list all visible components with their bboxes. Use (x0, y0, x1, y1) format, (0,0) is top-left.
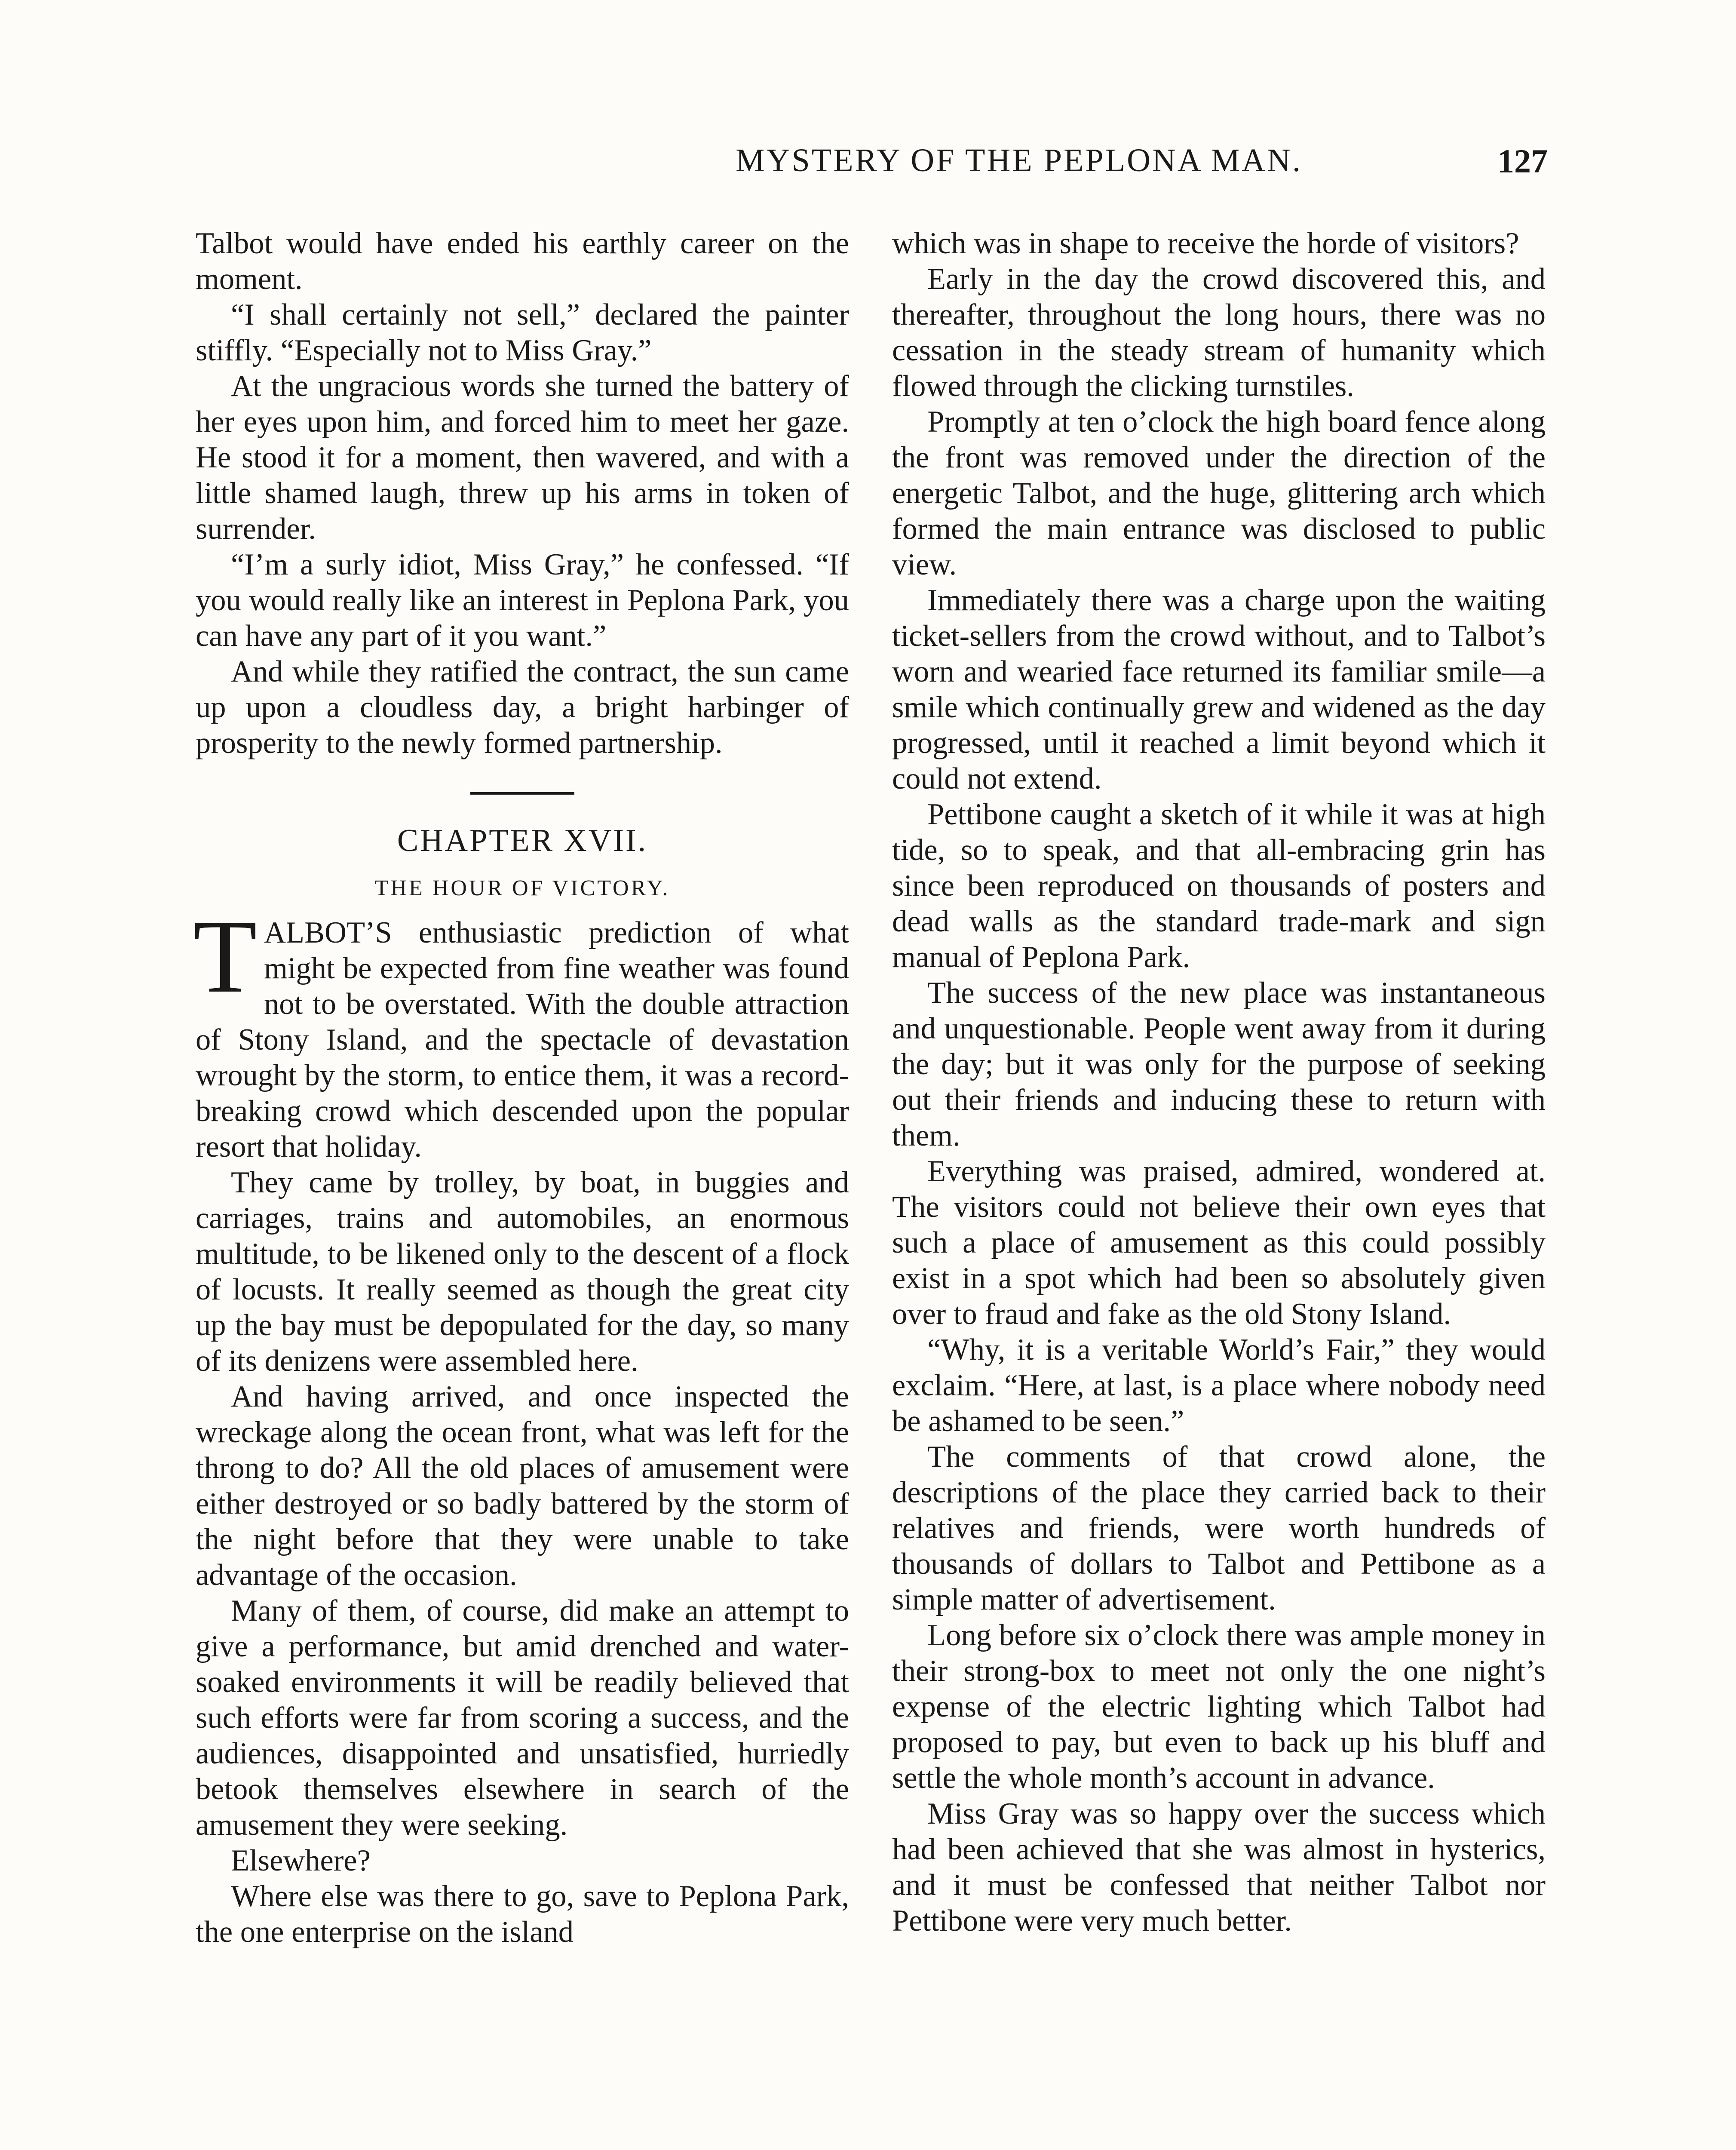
running-head: MYSTERY OF THE PEPLONA MAN. (736, 142, 1302, 178)
paragraph: The comments of that crowd alone, the descriptions of the place they carried back to their relatives and friends, were worth hundreds of thousands of dollars to Talbot and Pettibone as a simple matter of advertisement. (892, 1440, 1546, 1616)
dropcap: T (193, 898, 258, 1014)
right-column (892, 226, 1546, 1939)
paragraph: “Why, it is a veritable World’s Fair,” they would exclaim. “Here, at last, is a place where nobody need be ashamed to be seen.” (892, 1333, 1546, 1438)
chapter-title: CHAPTER XVII. (397, 823, 648, 858)
paragraph: The success of the new place was instantaneous and unquestionable. People went away from it during the day; but it was only for the purpose of seeking out their friends and inducing these to return with them. (892, 976, 1546, 1152)
paragraph: And while they ratified the contract, the sun came up upon a cloudless day, a bright harbinger of prosperity to the newly formed partnership. (196, 655, 849, 760)
paragraph: At the ungracious words she turned the battery of her eyes upon him, and forced him to meet her gaze. He stood it for a moment, then wavered, and with a little shamed laugh, threw up his arms in token of surrender. (196, 369, 849, 546)
paragraph: Talbot would have ended his earthly career on the moment. (196, 227, 849, 296)
first-paragraph-text: ALBOT’S enthusiastic prediction of what might be expected from fine weather was found not to be overstated. With the double attraction of Stony Island, and the spectacle of devastation wrought by the storm, to entice them, it was a record-breaking crowd which descended upon the popular resort that holiday. (196, 916, 849, 1164)
chapter-subtitle: THE HOUR OF VICTORY. (374, 876, 670, 900)
paragraph: Early in the day the crowd discovered this, and thereafter, throughout the long hours, there was no cessation in the steady stream of humanity which flowed through the clicking turnstiles. (892, 262, 1546, 403)
paragraph: which was in shape to receive the horde of visitors? (892, 227, 1519, 260)
paragraph: Where else was there to go, save to Peplona Park, the one enterprise on the island (196, 1880, 849, 1949)
paragraph: “I’m a surly idiot, Miss Gray,” he confessed. “If you would really like an interest in Peplona Park, you can have any part of it you want.” (196, 548, 849, 653)
paragraph: And having arrived, and once inspected the wreckage along the ocean front, what was left for the throng to do? All the old places of amusement were either destroyed or so badly battered by the storm of the night before that they were unable to take advantage of the occasion. (196, 1380, 849, 1592)
page-number: 127 (1497, 142, 1548, 180)
paragraph: Immediately there was a charge upon the waiting ticket-sellers from the crowd without, and to Talbot’s worn and wearied face returned its familiar smile—a smile which continually grew and widened as the day progressed, until it reached a limit beyond which it could not extend. (892, 584, 1546, 796)
paragraph: Long before six o’clock there was ample money in their strong-box to meet not only the one night’s expense of the electric lighting which Talbot had proposed to pay, but even to back up his bluff and settle the whole month’s account in advance. (892, 1619, 1546, 1795)
paragraph: Pettibone caught a sketch of it while it was at high tide, so to speak, and that all-embracing grin has since been reproduced on thousands of posters and dead walls as the standard trade-mark and sign manual of Peplona Park. (892, 798, 1546, 974)
paragraph: “I shall certainly not sell,” declared the painter stiffly. “Especially not to Miss Gray.” (196, 298, 849, 367)
paragraph: Many of them, of course, did make an attempt to give a performance, but amid drenched and water-soaked environments it will be readily believed that such efforts were far from scoring a success, and the audiences, disappointed and unsatisfied, hurriedly betook themselves elsewhere in search of the amusement they were seeking. (196, 1594, 849, 1842)
paragraph: Elsewhere? (231, 1844, 371, 1877)
left-column (193, 226, 849, 1950)
paragraph: They came by trolley, by boat, in buggies and carriages, trains and automobiles, an enormous multitude, to be likened only to the descent of a flock of locusts. It really seemed as though the great city up the bay must be depopulated for the day, so many of its denizens were assembled here. (196, 1166, 849, 1378)
section-divider (470, 792, 574, 795)
chapter-first-paragraph (193, 898, 849, 1165)
paragraph: Miss Gray was so happy over the success which had been achieved that she was almost in hysterics, and it must be confessed that neither Talbot nor Pettibone were very much better. (892, 1797, 1546, 1938)
paragraph: Everything was praised, admired, wondered at. The visitors could not believe their own eyes that such a place of amusement as this could possibly exist in a spot which had been so absolutely given over to fraud and fake as the old Stony Island. (892, 1155, 1546, 1331)
paragraph: Promptly at ten o’clock the high board fence along the front was removed under the direction of the energetic Talbot, and the huge, glittering arch which formed the main entrance was disclosed to public view. (892, 405, 1546, 581)
